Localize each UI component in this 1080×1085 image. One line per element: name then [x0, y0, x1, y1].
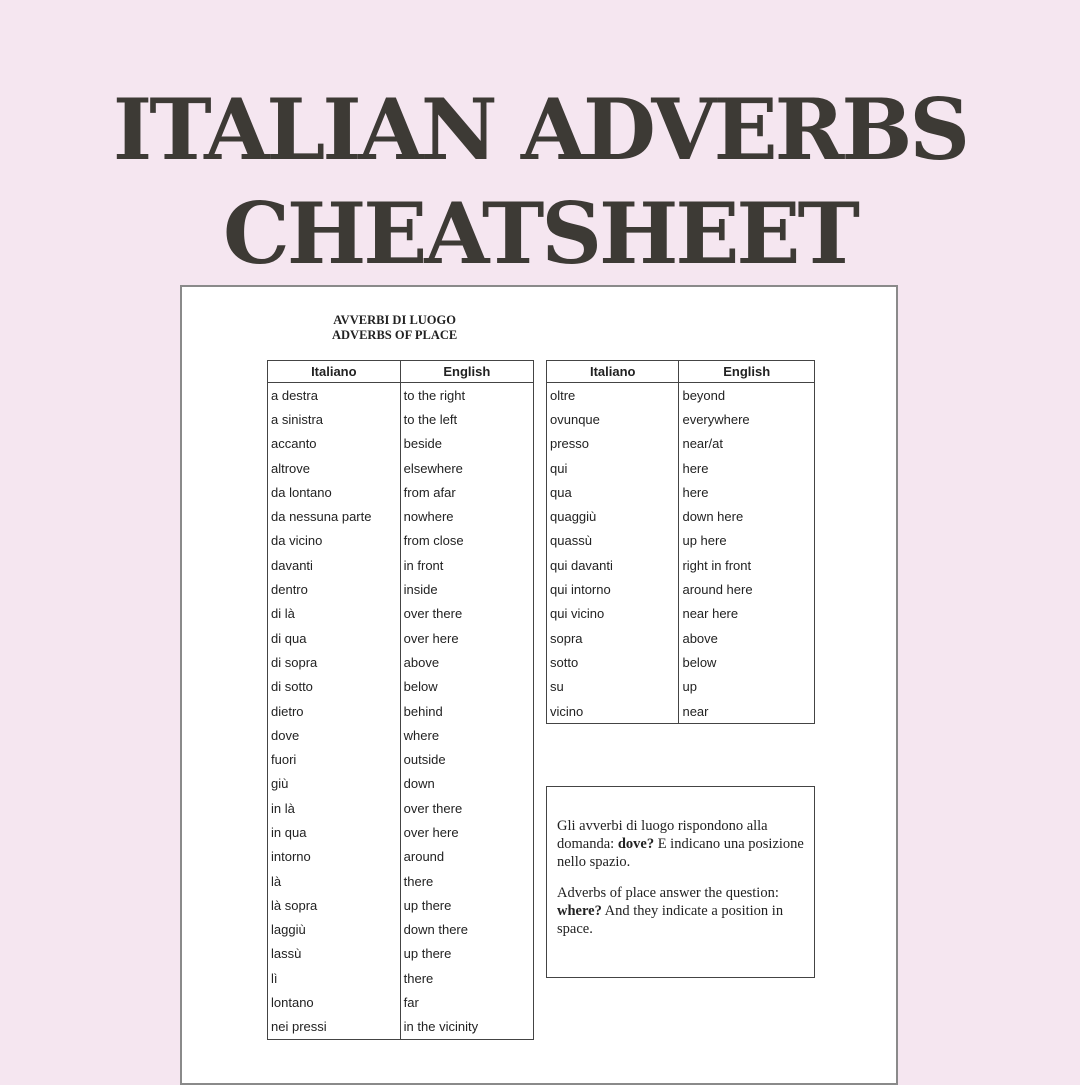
english-cell: inside [400, 577, 533, 601]
english-cell: down [400, 772, 533, 796]
italian-cell: vicino [547, 699, 679, 724]
english-cell: over here [400, 626, 533, 650]
italian-cell: di là [268, 602, 401, 626]
column-header-english: English [400, 361, 533, 383]
italian-cell: qua [547, 480, 679, 504]
table-row [268, 942, 534, 966]
table-row [547, 602, 815, 626]
table-row [268, 1015, 534, 1040]
explanation-box [546, 786, 815, 978]
vocab-table-left [267, 360, 534, 1040]
italian-cell: sopra [547, 626, 679, 650]
table-header-row [268, 361, 534, 383]
english-cell: near [679, 699, 815, 724]
table-row [268, 383, 534, 408]
italian-cell: presso [547, 432, 679, 456]
table-row [547, 529, 815, 553]
table-row [268, 675, 534, 699]
english-cell: below [400, 675, 533, 699]
column-header-english: English [679, 361, 815, 383]
italian-cell: dove [268, 723, 401, 747]
english-cell: around here [679, 577, 815, 601]
italian-cell: a destra [268, 383, 401, 408]
italian-cell: là sopra [268, 893, 401, 917]
table-row [268, 796, 534, 820]
headline-line-2: CHEATSHEET [223, 184, 857, 283]
explanation-english: Adverbs of place answer the question: where? And they indicate a position in space. [557, 885, 784, 937]
italian-cell: intorno [268, 845, 401, 869]
heading-english: ADVERBS OF PLACE [332, 328, 458, 342]
table-row [268, 650, 534, 674]
table-row [547, 456, 815, 480]
italian-cell: là [268, 869, 401, 893]
english-cell: down here [679, 504, 815, 528]
english-cell: where [400, 723, 533, 747]
italian-cell: sotto [547, 650, 679, 674]
english-cell: to the right [400, 383, 533, 408]
english-cell: everywhere [679, 407, 815, 431]
table-row [268, 893, 534, 917]
table-row [268, 504, 534, 528]
english-cell: near/at [679, 432, 815, 456]
italian-cell: di sotto [268, 675, 401, 699]
table-row [547, 504, 815, 528]
english-cell: there [400, 966, 533, 990]
italian-cell: davanti [268, 553, 401, 577]
table-row [268, 869, 534, 893]
english-cell: over there [400, 796, 533, 820]
italian-cell: accanto [268, 432, 401, 456]
italian-cell: lassù [268, 942, 401, 966]
english-cell: there [400, 869, 533, 893]
italian-cell: qui intorno [547, 577, 679, 601]
italian-cell: dietro [268, 699, 401, 723]
table-row [268, 723, 534, 747]
english-cell: near here [679, 602, 815, 626]
italian-cell: di sopra [268, 650, 401, 674]
english-cell: up here [679, 529, 815, 553]
table-row [547, 432, 815, 456]
table-row [268, 432, 534, 456]
table-row [268, 747, 534, 771]
english-cell: to the left [400, 407, 533, 431]
table-row [268, 845, 534, 869]
sheet-heading [332, 313, 457, 343]
table-row [547, 577, 815, 601]
english-cell: from close [400, 529, 533, 553]
italian-cell: da lontano [268, 480, 401, 504]
italian-cell: laggiù [268, 918, 401, 942]
english-cell: up there [400, 893, 533, 917]
italian-cell: da nessuna parte [268, 504, 401, 528]
table-header-row [547, 361, 815, 383]
table-row [268, 772, 534, 796]
table-row [268, 602, 534, 626]
english-cell: from afar [400, 480, 533, 504]
italian-cell: oltre [547, 383, 679, 408]
table-row [268, 699, 534, 723]
english-cell: up [679, 675, 815, 699]
explanation-italian: Gli avverbi di luogo rispondono alla domanda: dove? E indicano una posizione nello spazio. [557, 818, 804, 870]
italian-cell: qui [547, 456, 679, 480]
english-cell: above [400, 650, 533, 674]
english-cell: beyond [679, 383, 815, 408]
table-row [268, 918, 534, 942]
italian-cell: dentro [268, 577, 401, 601]
english-cell: over here [400, 820, 533, 844]
english-cell: far [400, 990, 533, 1014]
headline-line-1: ITALIAN ADVERBS [112, 80, 968, 179]
page-headline [0, 78, 1080, 286]
italian-cell: di qua [268, 626, 401, 650]
italian-cell: qui vicino [547, 602, 679, 626]
english-cell: in front [400, 553, 533, 577]
table-row [268, 407, 534, 431]
question-word-italian: dove? [617, 836, 655, 852]
table-row [547, 650, 815, 674]
english-cell: in the vicinity [400, 1015, 533, 1040]
english-cell: beside [400, 432, 533, 456]
table-row [547, 553, 815, 577]
column-header-italiano: Italiano [268, 361, 401, 383]
english-cell: nowhere [400, 504, 533, 528]
italian-cell: lì [268, 966, 401, 990]
table-row [268, 480, 534, 504]
english-cell: here [679, 480, 815, 504]
cheatsheet-page [180, 285, 898, 1085]
italian-cell: su [547, 675, 679, 699]
english-cell: behind [400, 699, 533, 723]
english-cell: over there [400, 602, 533, 626]
table-row [547, 626, 815, 650]
italian-cell: quaggiù [547, 504, 679, 528]
english-cell: here [679, 456, 815, 480]
table-row [547, 699, 815, 724]
table-row [547, 480, 815, 504]
table-row [547, 383, 815, 408]
italian-cell: quassù [547, 529, 679, 553]
english-cell: below [679, 650, 815, 674]
table-row [268, 456, 534, 480]
english-cell: above [679, 626, 815, 650]
italian-cell: da vicino [268, 529, 401, 553]
table-row [547, 407, 815, 431]
italian-cell: in là [268, 796, 401, 820]
english-cell: up there [400, 942, 533, 966]
column-header-italiano: Italiano [547, 361, 679, 383]
italian-cell: ovunque [547, 407, 679, 431]
question-word-english: where? [557, 903, 602, 919]
table-row [268, 820, 534, 844]
english-cell: right in front [679, 553, 815, 577]
table-row [268, 626, 534, 650]
table-row [547, 675, 815, 699]
table-row [268, 529, 534, 553]
italian-cell: altrove [268, 456, 401, 480]
table-row [268, 966, 534, 990]
table-row [268, 577, 534, 601]
italian-cell: nei pressi [268, 1015, 401, 1040]
table-row [268, 553, 534, 577]
heading-italian: AVVERBI DI LUOGO [333, 313, 456, 327]
english-cell: elsewhere [400, 456, 533, 480]
english-cell: outside [400, 747, 533, 771]
italian-cell: lontano [268, 990, 401, 1014]
italian-cell: in qua [268, 820, 401, 844]
vocab-table-right [546, 360, 815, 724]
italian-cell: a sinistra [268, 407, 401, 431]
english-cell: around [400, 845, 533, 869]
italian-cell: giù [268, 772, 401, 796]
table-row [268, 990, 534, 1014]
italian-cell: fuori [268, 747, 401, 771]
italian-cell: qui davanti [547, 553, 679, 577]
english-cell: down there [400, 918, 533, 942]
